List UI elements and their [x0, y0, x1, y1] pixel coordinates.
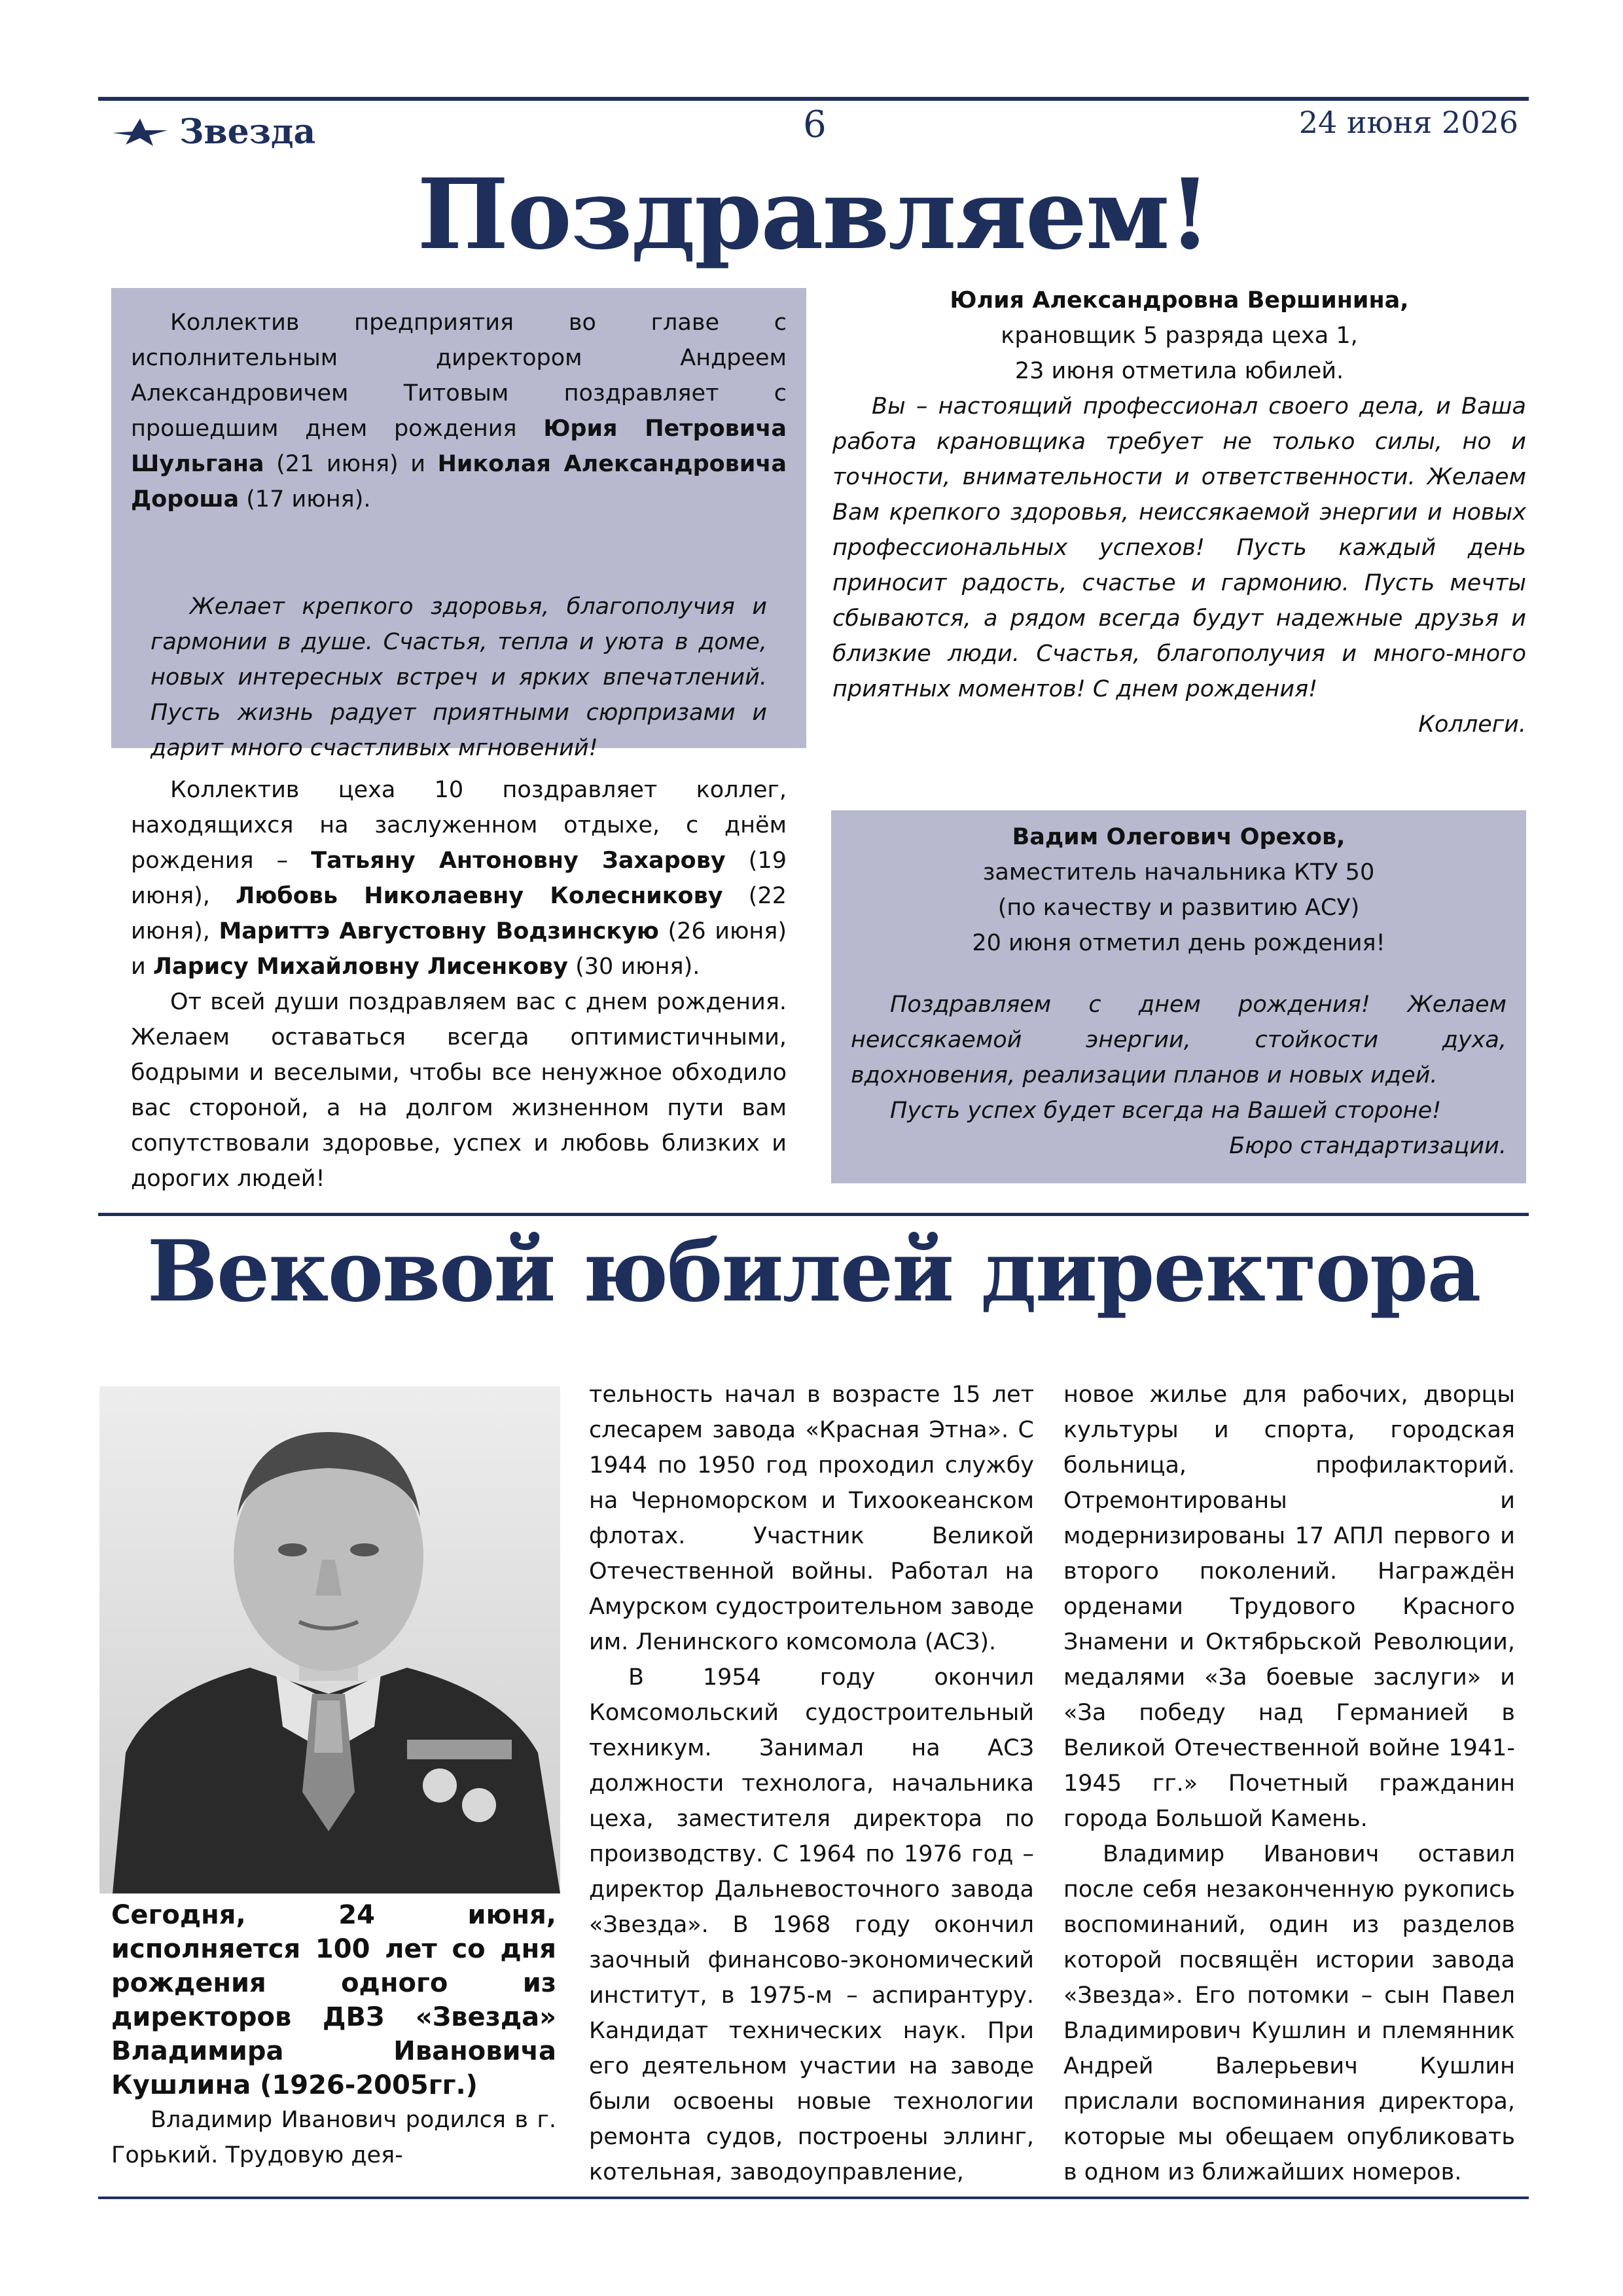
- masthead: [113, 109, 315, 154]
- bottom-rule: [98, 2197, 1529, 2199]
- person-name: Ларису Михайловну Лисенкову: [152, 954, 568, 980]
- text-segment: Коллектив предприятия во главе с исполнительным директором Андреем Александровичем Титовым поздравляет с прошедшим днем рождения: [131, 310, 787, 442]
- section-headline-anniversary: Вековой юбилей директора: [147, 1223, 1480, 1321]
- text-segment: (17 июня).: [239, 486, 371, 512]
- congrats-workshop10-text: [111, 772, 806, 984]
- photo-caption: Сегодня, 24 июня, исполняется 100 лет со дня рождения одного из директоров ДВЗ «Звезда» Владимира Ивановича Кушлина (1926-2005гг.): [111, 1900, 556, 2100]
- person-position: крановщик 5 разряда цеха 1,: [1001, 323, 1358, 349]
- congrats-management-wish: Желает крепкого здоровья, благополучия и гармонии в душе. Счастья, тепла и уюта в доме, новых интересных встреч и ярких впечатлений. Пусть жизнь радует приятными сюрпризами и дарит много счастливых мгновений!: [151, 594, 767, 761]
- director-portrait-photo: [99, 1386, 560, 1893]
- congrats-box-management: [111, 288, 806, 761]
- person-name: Николая Александровича Дороша: [131, 451, 787, 512]
- article-column-1: [111, 1898, 556, 2173]
- congrats-workshop10-wish: От всей души поздравляем вас с днем рождения. Желаем оставаться всегда оптимистичными, бодрыми и веселыми, чтобы все ненужное обходило вас стороной, а на долгом жизненном пути вам сопутствовали здоровье, успех и любовь близких и дорогих людей!: [131, 989, 787, 1192]
- congrats-orekhov-wish-2: Пусть успех будет всегда на Вашей стороне!: [890, 1098, 1442, 1124]
- article-intro-text: Владимир Иванович родился в г. Горький. Трудовую дея-: [111, 2107, 556, 2168]
- page-number: 6: [803, 103, 827, 146]
- occasion-line: 20 июня отметил день рождения!: [972, 930, 1385, 956]
- person-position: заместитель начальника КТУ 50: [982, 859, 1375, 886]
- congrats-box-orekhov: [831, 810, 1526, 1183]
- person-name: Мариттэ Августовну Водзинскую: [219, 918, 659, 944]
- person-name: Татьяну Антоновну Захарову: [311, 848, 726, 874]
- person-name: Юрия Петровича Шульгана: [131, 416, 787, 477]
- article-paragraph: тельность начал в возрасте 15 лет слесарем завода «Красная Этна». С 1944 по 1950 год проходил службу на Черноморском и Тихоокеанском флотах. Участник Великой Отечественной войны. Работал на Амурском судостроительном заводе им. Ленинского комсомола (АСЗ).: [589, 1382, 1034, 1655]
- person-position: (по качеству и развитию АСУ): [997, 895, 1360, 921]
- signature: Коллеги.: [1418, 711, 1526, 738]
- person-name-heading: Вадим Олегович Орехов,: [1012, 824, 1346, 850]
- article-paragraph: новое жилье для рабочих, дворцы культуры и спорта, городская больница, профилакторий. Отремонтированы и модернизированы 17 АПЛ первого и второго поколений. Награждён орденами Трудового Красного Знамени и Октябрьской Революции, медалями «За боевые заслуги» и «За победу над Германией в Великой Отечественной войне 1941- 1945 гг.» Почетный гражданин города Большой Камень.: [1063, 1382, 1515, 1832]
- congrats-vershinina: [832, 283, 1526, 742]
- text-segment: (19 июня),: [131, 848, 787, 909]
- person-name: Любовь Николаевну Колесникову: [236, 883, 723, 909]
- article-column-2: [589, 1377, 1034, 2190]
- person-name-heading: Юлия Александровна Вершинина,: [950, 287, 1409, 314]
- section-headline-congrats: Поздравляем!: [417, 157, 1210, 271]
- article-column-3: [1063, 1377, 1515, 2190]
- congrats-workshop10: [111, 772, 806, 1196]
- article-paragraph: Владимир Иванович оставил после себя незаконченную рукопись воспоминаний, один из разделов которой посвящён истории завода «Звезда». Его потомки – сын Павел Владимирович Кушлин и племянник Андрей Валерьевич Кушлин прислали воспоминания директора, которые мы обещаем опубликовать в одном из ближайших номеров.: [1063, 1841, 1515, 2185]
- text-segment: (30 июня).: [568, 954, 700, 980]
- top-rule: [98, 97, 1529, 101]
- section-divider-rule: [98, 1213, 1529, 1216]
- article-paragraph: В 1954 году окончил Комсомольский судостроительный техникум. Занимал на АСЗ должности технолога, начальника цеха, заместителя директора по производству. С 1964 по 1976 год – директор Дальневосточного завода «Звезда». В 1968 году окончил заочный финансово-экономический институт, в 1975-м – аспирантуру. Кандидат технических наук. При его деятельном участии на заводе были освоены новые технологии ремонта судов, построены эллинг, котельная, заводоуправление,: [589, 1664, 1034, 2185]
- congrats-vershinina-wish: Вы – настоящий профессионал своего дела, и Ваша работа крановщика требует не только силы, но и точности, внимательности и ответственности. Желаем Вам крепкого здоровья, неиссякаемой энергии и новых профессиональных успехов! Пусть каждый день приносит радость, счастье и гармонию. Пусть мечты сбываются, а рядом всегда будут надежные друзья и близкие люди. Счастья, благополучия и много-много приятных моментов! С днем рождения!: [832, 393, 1526, 702]
- text-segment: (22 июня),: [131, 883, 787, 944]
- text-segment: (26 июня) и: [131, 918, 787, 980]
- signature: Бюро стандартизации.: [1229, 1133, 1507, 1159]
- star-icon: [113, 116, 168, 147]
- congrats-orekhov-wish: Поздравляем с днем рождения! Желаем неиссякаемой энергии, стойкости духа, вдохновения, реализации планов и новых идей.: [851, 992, 1507, 1088]
- congrats-management-text: [131, 305, 787, 517]
- text-segment: (21 июня) и: [264, 451, 438, 477]
- newspaper-name: Звезда: [179, 111, 316, 152]
- occasion-line: 23 июня отметила юбилей.: [1014, 358, 1344, 384]
- issue-date: 24 июня 2026: [1298, 105, 1518, 140]
- text-segment: Коллектив цеха 10 поздравляет коллег, находящихся на заслуженном отдыхе, с днём рождения –: [131, 777, 787, 874]
